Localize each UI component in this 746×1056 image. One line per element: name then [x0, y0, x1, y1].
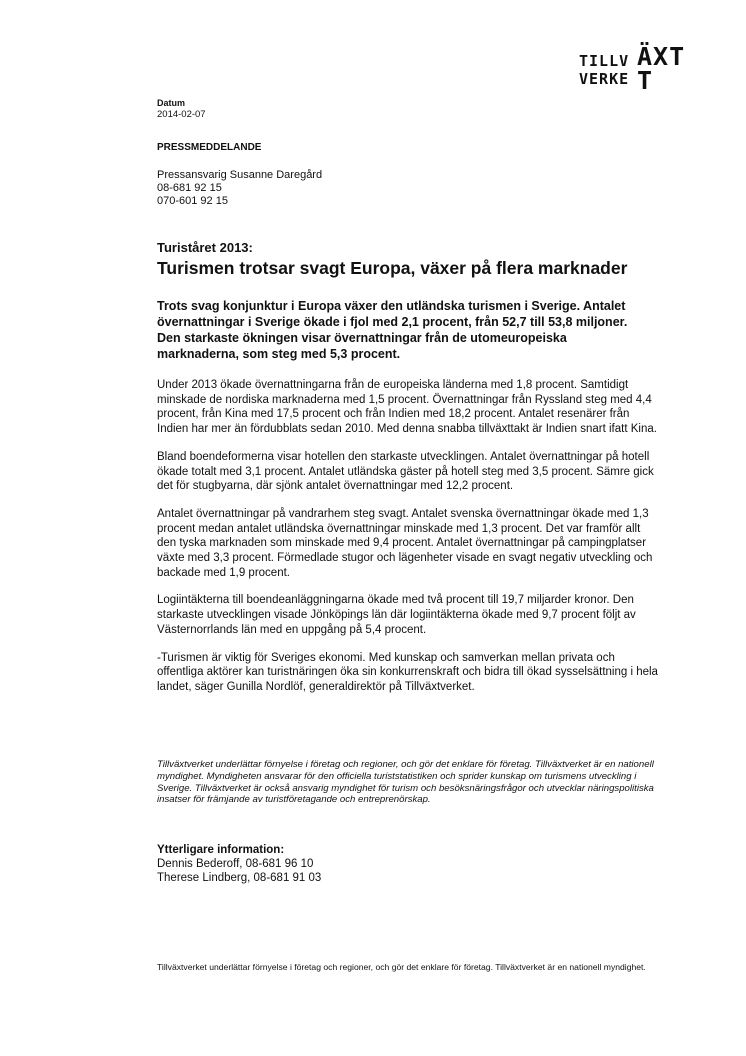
body-paragraph: Bland boendeformerna visar hotellen den starkaste utvecklingen. Antalet övernattningar på hotell ökade totalt med 3,1 procent. Antalet utländska gäster på hotell steg med 3,5 procent. Sämre gick det för stugbyarna, där sjönk antalet övernattningar med 12,2 procent. [157, 450, 654, 493]
date-label: Datum [157, 98, 186, 108]
article-lead: Trots svag konjunktur i Europa växer den utländska turismen i Sverige. Antalet övernattningar i Sverige ökade i fjol med 2,1 procent, från 52,7 till 53,8 miljoner. Den starkaste ökningen visar övernattningar från de utomeuropeiska marknaderna, som steg med 5,3 procent. [157, 299, 628, 361]
more-information [157, 843, 321, 885]
body-paragraph: Antalet övernattningar på vandrarhem steg svagt. Antalet svenska övernattningar ökade med 1,3 procent medan antalet utländska övernattningar minskade med 1,3 procent. Det var framför allt den tyska marknaden som minskade med 9,4 procent. Antalet övernattningar på campingplatser växte med 3,3 procent. Förmedlade stugor och lägenheter visade en svagt negativ utveckling och backade med 1,9 procent. [157, 507, 653, 579]
article-body [157, 378, 662, 708]
document-type: PRESSMEDDELANDE [157, 142, 262, 153]
press-contact-name: Pressansvarig Susanne Daregård [157, 169, 323, 181]
logo-text-line1b: ÄXT [637, 42, 686, 71]
tillvaxtverket-logo [579, 42, 691, 95]
press-contact [157, 169, 322, 208]
page-footer: Tillväxtverket underlättar förnyelse i företag och regioner, och gör det enklare för företag. Tillväxtverket är en nationell myndighet. [157, 962, 646, 972]
date-value: 2014-02-07 [157, 109, 206, 120]
article-headline: Turismen trotsar svagt Europa, växer på flera marknader [157, 258, 628, 278]
info-contact: Dennis Bederoff, 08-681 96 10 [157, 858, 314, 870]
body-paragraph: Logiintäkterna till boendeanläggningarna ökade med två procent till 19,7 miljarder kronor. Den starkaste utvecklingen visade Jönköpings län där logiintäkterna ökade med 9,7 procent följt av Västernorrlands län med en uppgång på 5,4 procent. [157, 594, 636, 636]
article-kicker: Turiståret 2013: [157, 240, 253, 255]
logo-text-line2a: VERKE [579, 70, 630, 88]
press-contact-phone: 08-681 92 15 [157, 182, 222, 194]
logo-text-line1a: TILLV [579, 52, 630, 70]
body-paragraph: -Turismen är viktig för Sveriges ekonomi. Med kunskap och samverkan mellan privata och offentliga aktörer kan turistnäringen öka sin konkurrenskraft och bidra till ökad sysselsättning i hela landet, säger Gunilla Nordlöf, generaldirektör på Tillväxtverket. [157, 651, 658, 693]
info-contact: Therese Lindberg, 08-681 91 03 [157, 872, 322, 884]
about-organization: Tillväxtverket underlättar förnyelse i företag och regioner, och gör det enklare för företag. Tillväxtverket är en nationell myndighet. Myndigheten ansvarar för den officiella turiststatistiken och sprider kunskap om turismens utveckling i Sverige. Tillväxtverket är också ansvarig myndighet för turism och besöksnäringsfrågor och utvecklar näringspolitiska insatser för främjande av turistföretagande och entreprenörskap. [157, 759, 654, 806]
more-information-heading: Ytterligare information: [157, 844, 285, 856]
body-paragraph: Under 2013 ökade övernattningarna från de europeiska länderna med 1,8 procent. Samtidigt minskade de nordiska marknaderna med 1,5 procent. Övernattningar från Ryssland steg med 4,4 procent, från Kina med 17,5 procent och från Indien med 18,2 procent. Antalet resenärer från Indien har mer än fördubblats sedan 2010. Med denna snabba tillväxttakt är Indien snart ifatt Kina. [157, 379, 657, 436]
press-contact-mobile: 070-601 92 15 [157, 195, 228, 207]
logo-text-line2b: T [637, 66, 654, 95]
